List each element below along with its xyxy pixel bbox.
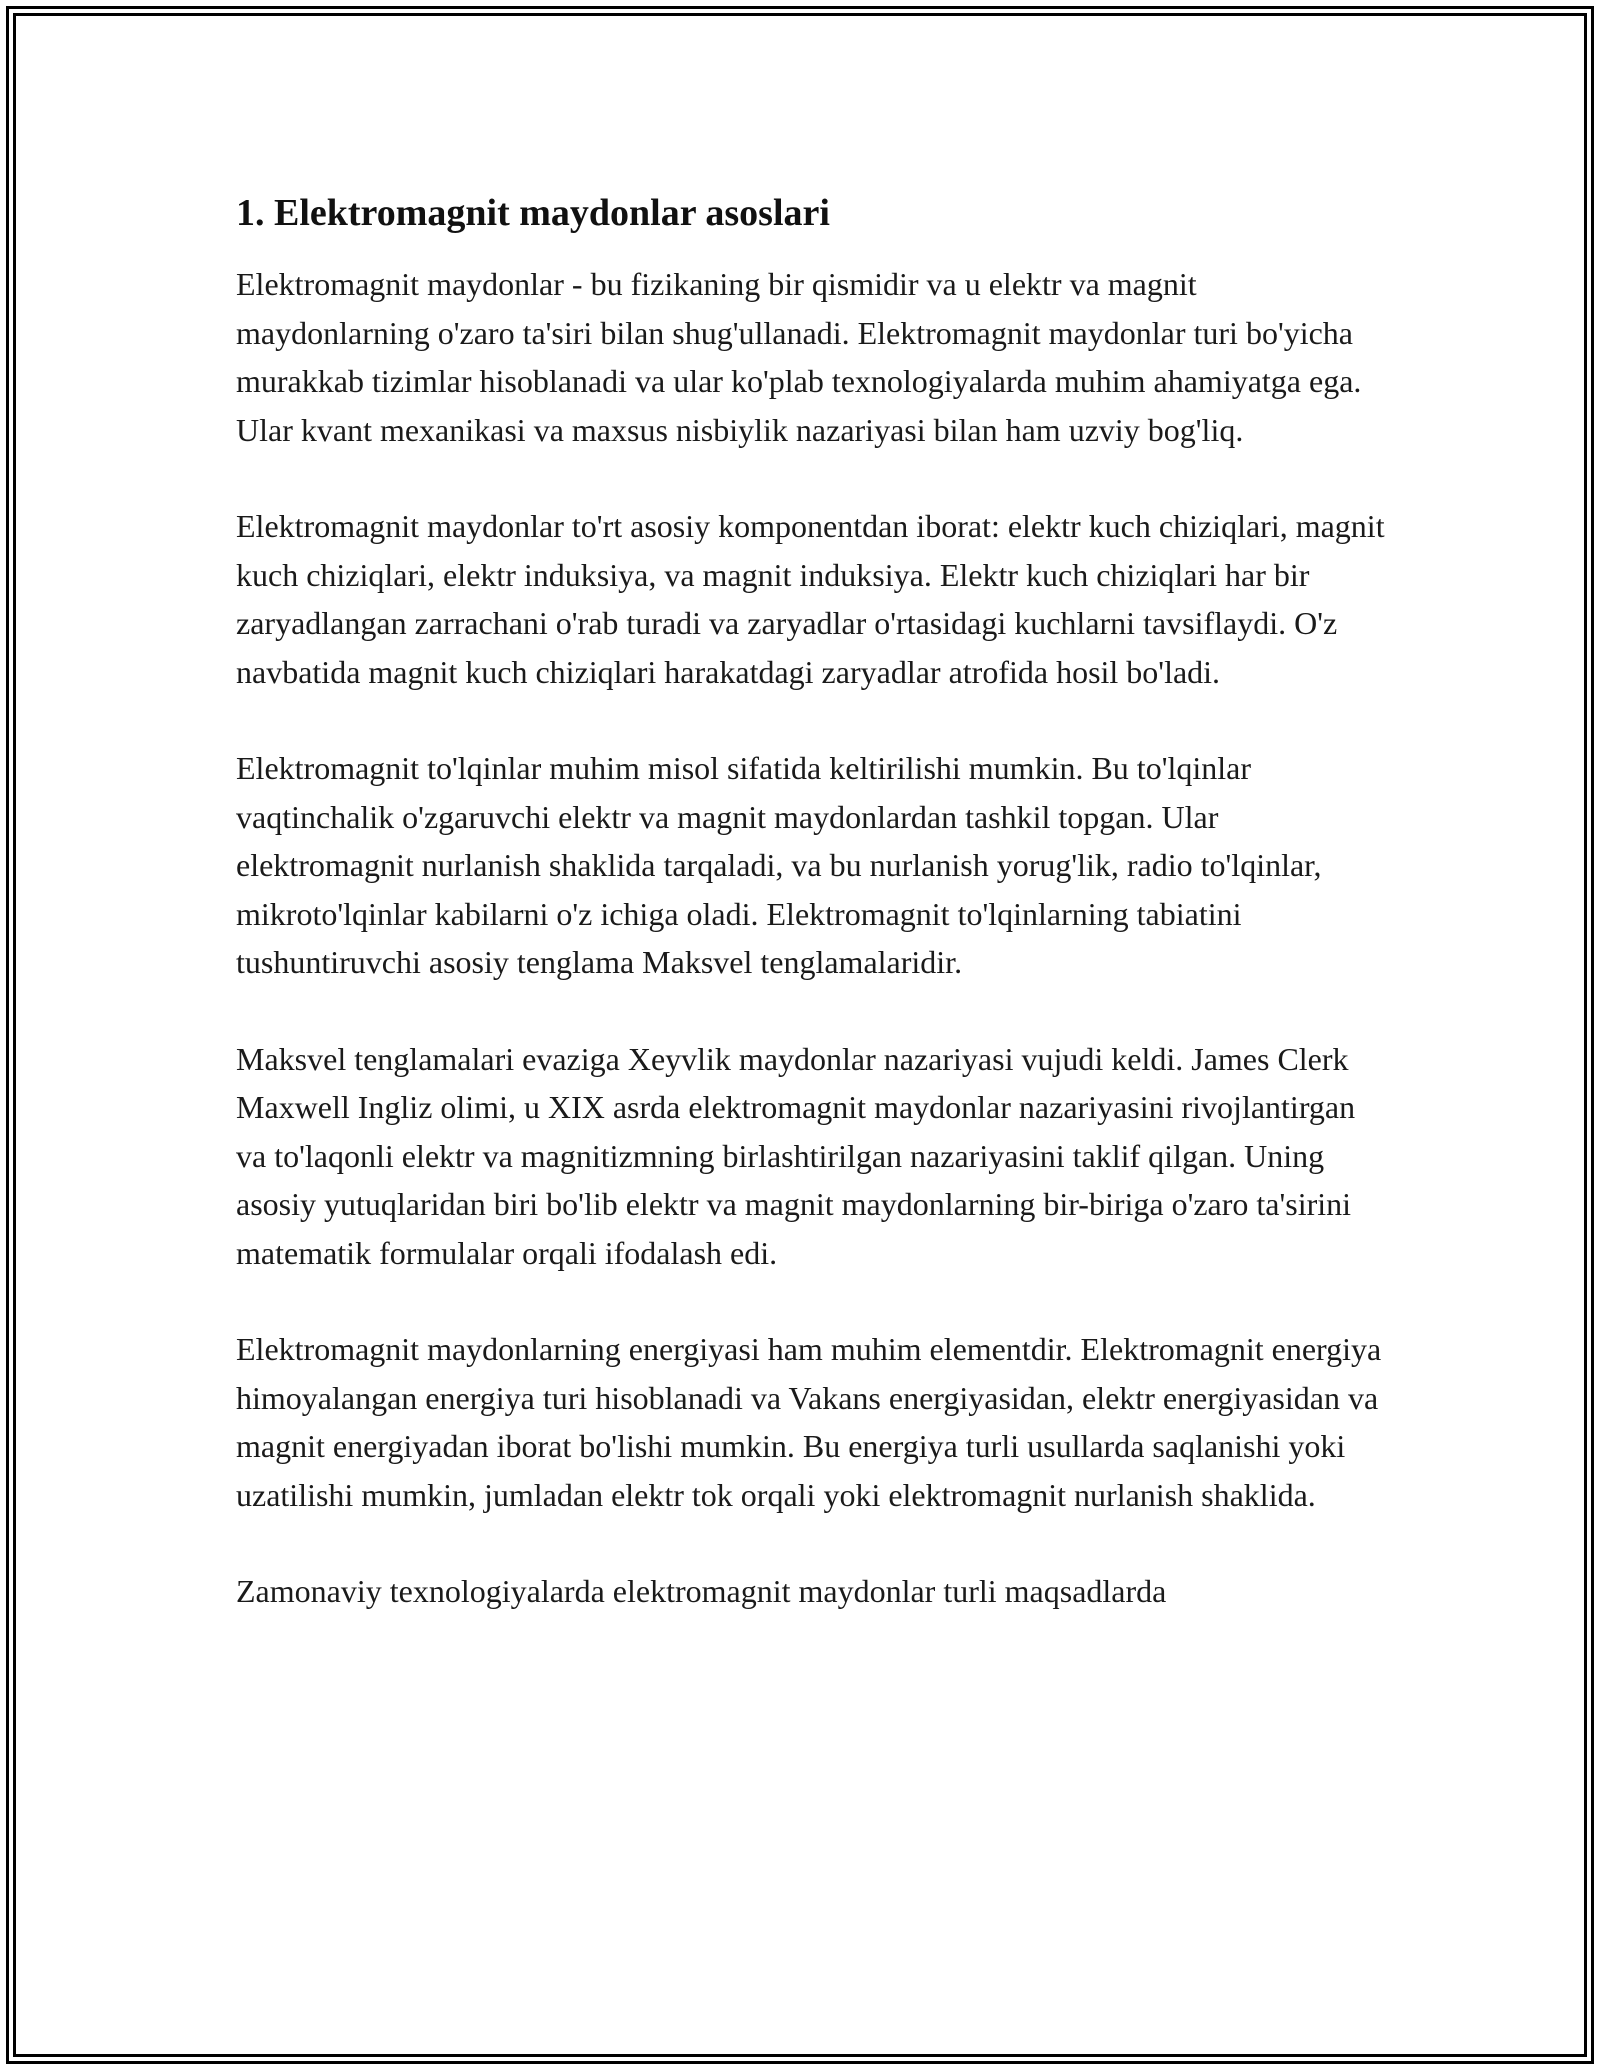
paragraph-4: Maksvel tenglamalari evaziga Xeyvlik maydonlar nazariyasi vujudi keldi. James Clerk Maxwell Ingliz olimi, u XIX asrda elektromagnit maydonlar nazariyasini rivojlantirgan va to'laqonli elektr va magnitizmning birlashtirilgan nazariyasini taklif qilgan. Uning asosiy yutuqlaridan biri bo'lib elektr va magnit maydonlarning bir-biriga o'zaro ta'sirini matematik formulalar orqali ifodalash edi. xyxy=(236,1040,1356,1271)
paragraph-5: Elektromagnit maydonlarning energiyasi ham muhim elementdir. Elektromagnit energiya himoyalangan energiya turi hisoblanadi va Vakans energiyasidan, elektr energiyasidan va magnit energiyadan iborat bo'lishi mumkin. Bu energiya turli usullarda saqlanishi yoki uzatilishi mumkin, jumladan elektr tok orqali yoki elektromagnit nurlanish shaklida. xyxy=(236,1331,1382,1513)
section-heading: 1. Elektromagnit maydonlar asoslari xyxy=(236,192,830,234)
paragraph-2: Elektromagnit maydonlar to'rt asosiy komponentdan iborat: elektr kuch chiziqlari, magnit kuch chiziqlari, elektr induksiya, va magnit induksiya. Elektr kuch chiziqlari har bir zaryadlangan zarrachani o'rab turadi va zaryadlar o'rtasidagi kuchlarni tavsiflaydi. O'z navbatida magnit kuch chiziqlari harakatdagi zaryadlar atrofida hosil bo'ladi. xyxy=(236,508,1385,690)
document-body xyxy=(236,188,1386,1616)
paragraph-6: Zamonaviy texnologiyalarda elektromagnit maydonlar turli maqsadlarda xyxy=(236,1573,1167,1609)
paragraph-3: Elektromagnit to'lqinlar muhim misol sifatida keltirilishi mumkin. Bu to'lqinlar vaqtinchalik o'zgaruvchi elektr va magnit maydonlardan tashkil topgan. Ular elektromagnit nurlanish shaklida tarqaladi, va bu nurlanish yorug'lik, radio to'lqinlar, mikroto'lqinlar kabilarni o'z ichiga oladi. Elektromagnit to'lqinlarning tabiatini tushuntiruvchi asosiy tenglama Maksvel tenglamalaridir. xyxy=(236,750,1322,980)
paragraph-1: Elektromagnit maydonlar - bu fizikaning bir qismidir va u elektr va magnit maydonlarning o'zaro ta'siri bilan shug'ullanadi. Elektromagnit maydonlar turi bo'yicha murakkab tizimlar hisoblanadi va ular ko'plab texnologiyalarda muhim ahamiyatga ega. Ular kvant mexanikasi va maxsus nisbiylik nazariyasi bilan ham uzviy bog'liq. xyxy=(236,266,1362,448)
